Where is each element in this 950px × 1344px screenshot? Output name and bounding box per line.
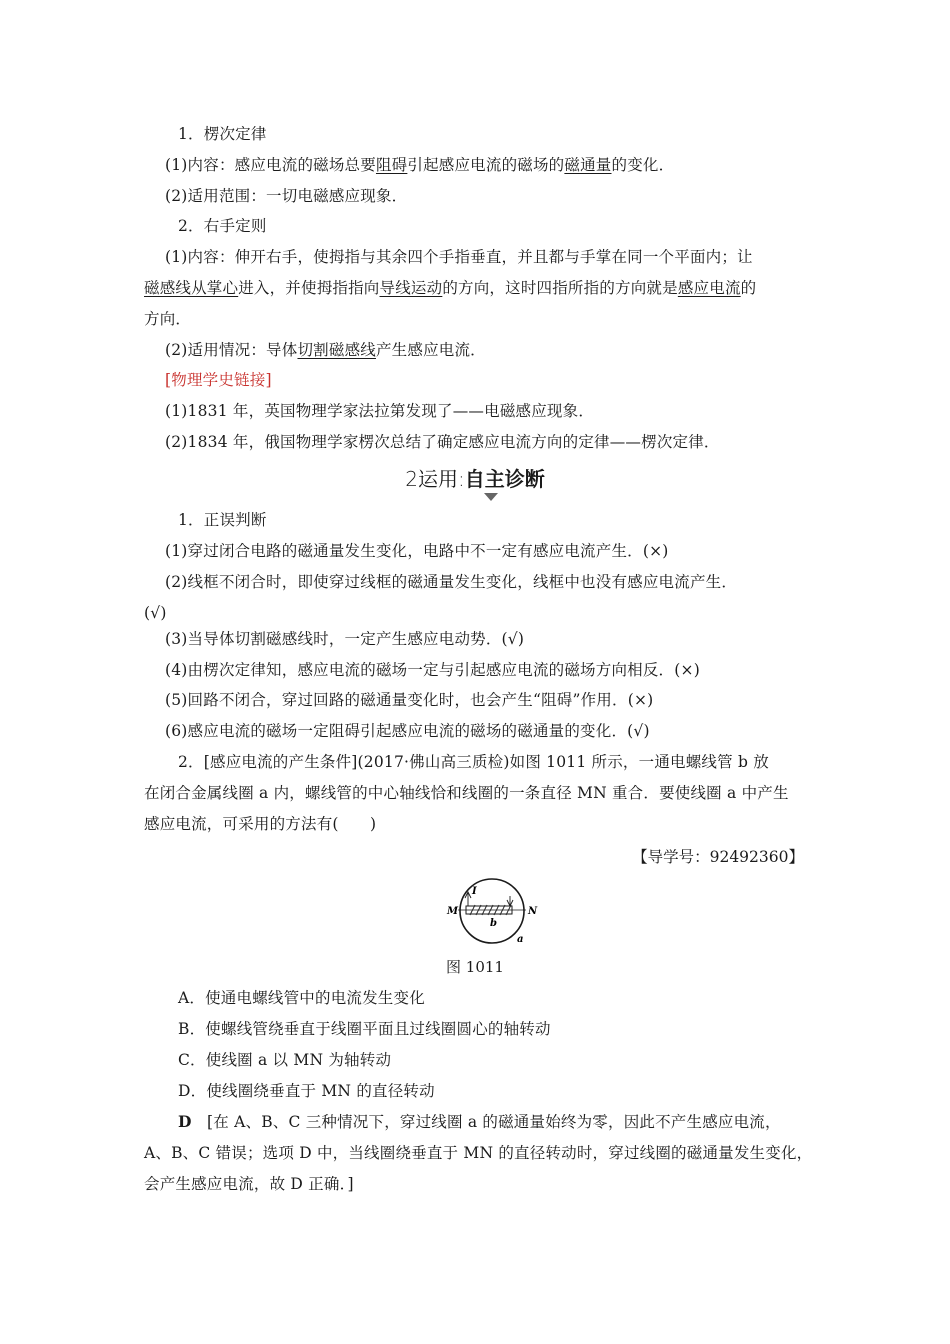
answer-letter: D — [178, 1112, 192, 1131]
rhr-content-3: 方向． — [144, 310, 192, 328]
underlined-term: 磁通量 — [564, 156, 612, 174]
option-d: D．使线圈绕垂直于 MN 的直径转动 — [178, 1082, 435, 1100]
lenz-scope: (2)适用范围：一切电磁感应现象． — [165, 187, 408, 205]
answer-line-2: A、B、C 错误；选项 D 中，当线圈绕垂直于 MN 的直径转动时，穿过线圈的磁通量发生变化， — [144, 1144, 813, 1162]
option-c: C．使线圈 a 以 MN 为轴转动 — [178, 1051, 392, 1069]
label-n: N — [528, 906, 538, 917]
text-span: (1)内容：感应电流的磁场总要 — [165, 156, 376, 174]
heading-lenz-law: 1．楞次定律 — [178, 125, 267, 143]
label-b: b — [490, 918, 497, 929]
underlined-term: 导线运动 — [379, 279, 443, 297]
question-2-line-3: 感应电流，可采用的方法有( ) — [144, 815, 377, 833]
rhr-usage — [165, 340, 486, 360]
history-item-1: (1)1831 年，英国物理学家法拉第发现了——电磁感应现象． — [165, 402, 595, 420]
text-span: (2)适用情况：导体 — [165, 341, 298, 359]
text-span: 的变化． — [611, 156, 675, 174]
banner-caret-icon — [484, 493, 498, 501]
judgement-item: (4)由楞次定律知，感应电流的磁场一定与引起感应电流的磁场方向相反．(×) — [165, 661, 700, 679]
underlined-term: 切割磁感线 — [297, 341, 376, 359]
judgement-item: (1)穿过闭合电路的磁通量发生变化，电路中不一定有感应电流产生．(×) — [165, 542, 669, 560]
judgement-item: (6)感应电流的磁场一定阻碍引起感应电流的磁场的磁通量的变化．(√) — [165, 722, 650, 740]
judgement-item: (3)当导体切割磁感线时，一定产生感应电动势．(√) — [165, 630, 525, 648]
heading-right-hand-rule: 2．右手定则 — [178, 217, 267, 235]
underlined-term: 磁感线从掌心 — [144, 279, 239, 297]
judgement-item-continuation: (√) — [144, 604, 167, 622]
answer-line-3: 会产生感应电流，故 D 正确．] — [144, 1175, 354, 1193]
banner-number: 2运用: — [405, 467, 465, 491]
heading-judgement: 1．正误判断 — [178, 511, 267, 529]
history-link-tag: [物理学史链接] — [165, 371, 272, 389]
answer-line-1 — [178, 1112, 781, 1132]
option-a: A．使通电螺线管中的电流发生变化 — [178, 989, 425, 1007]
rhr-content-2 — [144, 278, 756, 298]
judgement-item: (5)回路不闭合，穿过回路的磁通量变化时，也会产生“阻碍”作用．(×) — [165, 691, 654, 709]
coil-circle — [460, 879, 524, 943]
rhr-content-1: (1)内容：伸开右手，使拇指与其余四个手指垂直，并且都与手掌在同一个平面内；让 — [165, 248, 753, 266]
text-span: 进入，并使拇指指向 — [238, 279, 380, 297]
lenz-content — [165, 155, 674, 175]
section-banner — [0, 463, 950, 503]
banner-title: 自主诊断 — [464, 467, 545, 491]
guide-number: 【导学号：92492360】 — [632, 848, 804, 866]
label-i: I — [472, 886, 477, 897]
underlined-term: 阻碍 — [375, 156, 408, 174]
text-span: [在 A、B、C 三种情况下，穿过线圈 a 的磁通量始终为零，因此不产生感应电流， — [207, 1113, 781, 1131]
question-2-line-1: 2．[感应电流的产生条件](2017·佛山高三质检)如图 1011 所示，一通电螺线管 b 放 — [178, 753, 769, 771]
text-span: 产生感应电流． — [375, 341, 486, 359]
solenoid-coil-figure — [442, 870, 542, 950]
figure-caption: 图 1011 — [446, 958, 504, 976]
text-span: 引起感应电流的磁场的 — [407, 156, 565, 174]
label-m: M — [447, 906, 459, 917]
history-item-2: (2)1834 年，俄国物理学家楞次总结了确定感应电流方向的定律——楞次定律． — [165, 433, 720, 451]
text-span: 的方向，这时四指所指的方向就是 — [442, 279, 678, 297]
label-a: a — [517, 934, 524, 945]
underlined-term: 感应电流 — [677, 279, 741, 297]
option-b: B．使螺线管绕垂直于线圈平面且过线圈圆心的轴转动 — [178, 1020, 551, 1038]
judgement-item: (2)线框不闭合时，即使穿过线框的磁通量发生变化，线框中也没有感应电流产生． — [165, 573, 738, 591]
text-span: 的 — [740, 279, 757, 297]
question-2-line-2: 在闭合金属线圈 a 内，螺线管的中心轴线恰和线圈的一条直径 MN 重合．要使线圈 a 中产生 — [144, 784, 789, 802]
